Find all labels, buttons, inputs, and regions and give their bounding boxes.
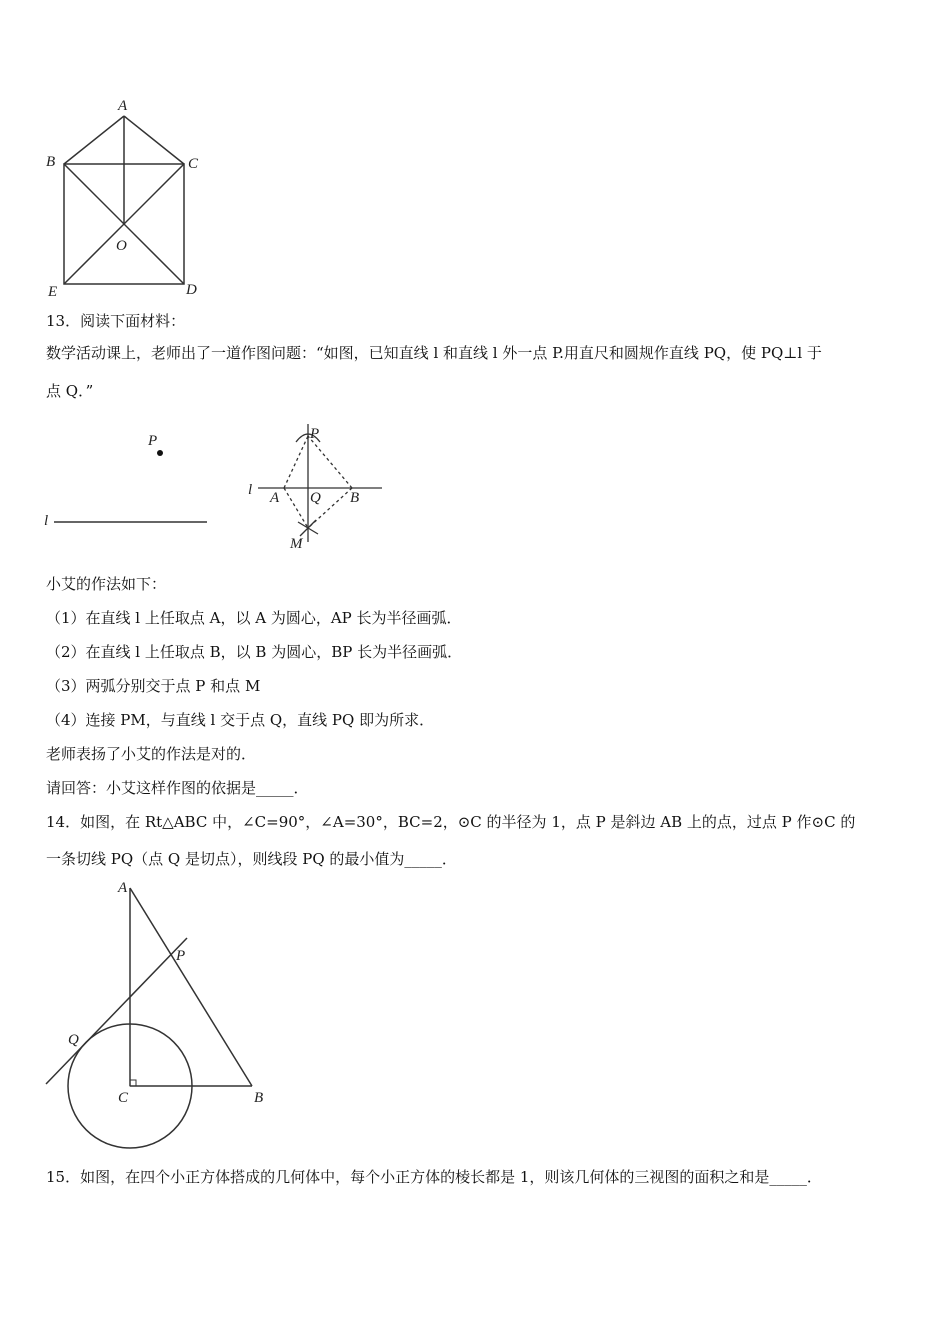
label-C: C: [188, 156, 199, 172]
label-B: B: [350, 490, 360, 506]
q13-method-title: 小艾的作法如下：: [46, 575, 167, 593]
dashed-AM: [284, 488, 308, 528]
q13-step-2: （2）在直线 l 上任取点 B，以 B 为圆心，BP 长为半径画弧．: [46, 643, 463, 661]
dashed-AP: [284, 436, 308, 488]
right-angle-mark: [130, 1080, 136, 1086]
label-E: E: [48, 284, 58, 300]
figure-triangle-circle: [44, 878, 268, 1150]
figure-square-triangle-svg: [40, 96, 210, 300]
q13-step-4: （4）连接 PM，与直线 l 交于点 Q，直线 PQ 即为所求．: [46, 711, 435, 729]
segment-AB: [130, 888, 252, 1086]
figure-given-point-line: [44, 425, 214, 550]
label-O: O: [116, 238, 127, 254]
segment-AB: [64, 116, 124, 164]
label-C: C: [118, 1090, 129, 1106]
q13-praise: 老师表扬了小艾的作法是对的．: [46, 745, 257, 763]
figure-construction-svg: [244, 420, 384, 552]
q13-step-3: （3）两弧分别交于点 P 和点 M: [46, 677, 261, 695]
label-A: A: [118, 880, 128, 896]
tangent-PQ: [46, 938, 187, 1084]
q13-question: 请回答：小艾这样作图的依据是_____．: [46, 779, 309, 797]
q13-intro-line-2: 点 Q．”: [46, 382, 94, 400]
label-l: l: [248, 482, 253, 498]
label-Q: Q: [310, 490, 321, 506]
dashed-BP: [308, 436, 352, 488]
label-P: P: [176, 948, 186, 964]
q14-line-2: 一条切线 PQ（点 Q 是切点），则线段 PQ 的最小值为_____．: [46, 850, 457, 868]
segment-AC: [124, 116, 184, 164]
q13-step-1: （1）在直线 l 上任取点 A，以 A 为圆心，AP 长为半径画弧．: [46, 609, 462, 627]
figure-given-point-line-svg: [44, 425, 214, 550]
label-M: M: [290, 536, 303, 552]
label-A: A: [118, 98, 128, 114]
figure-square-triangle: [40, 96, 210, 300]
label-D: D: [186, 282, 197, 298]
label-B: B: [254, 1090, 264, 1106]
label-Q: Q: [68, 1032, 79, 1048]
q15-line-1: 15．如图，在四个小正方体搭成的几何体中，每个小正方体的棱长都是 1，则该几何体的三视图的面积之和是_____．: [46, 1168, 822, 1186]
figure-construction: [244, 420, 384, 552]
q13-title: 13．阅读下面材料：: [46, 312, 186, 330]
label-B: B: [46, 154, 56, 170]
point-P: [157, 450, 163, 456]
label-l: l: [44, 513, 49, 529]
figure-triangle-circle-svg: [44, 878, 268, 1150]
label-P: P: [310, 426, 320, 442]
label-P: P: [148, 433, 158, 449]
q13-intro-line-1: 数学活动课上，老师出了一道作图问题：“如图，已知直线 l 和直线 l 外一点 P.用直尺和圆规作直线 PQ，使 PQ⊥l 于: [46, 344, 822, 362]
label-A: A: [270, 490, 280, 506]
q14-line-1: 14．如图，在 Rt△ABC 中，∠C=90°，∠A=30°，BC=2，⊙C 的半径为 1，点 P 是斜边 AB 上的点，过点 P 作⊙C 的: [46, 813, 856, 831]
